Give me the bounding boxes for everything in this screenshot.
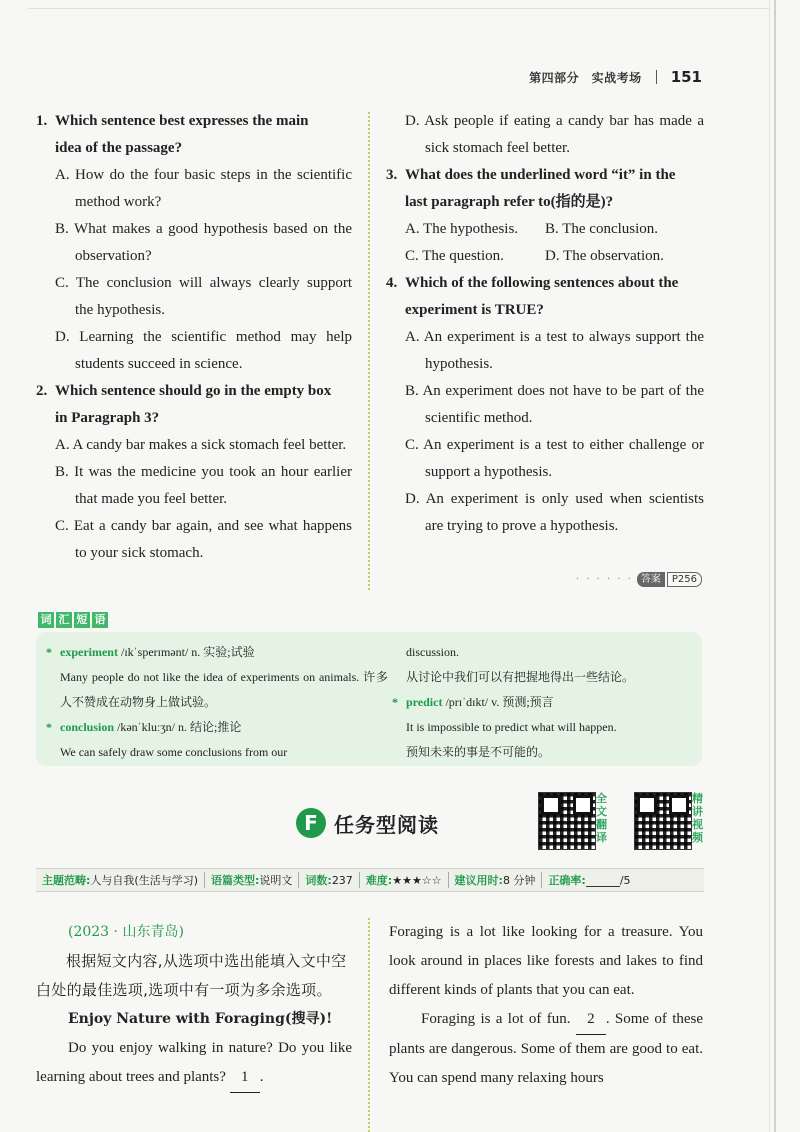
option-c[interactable]: C. An experiment is a test to either challenge or support a hypothesis.	[405, 437, 704, 480]
vocab-word: predict	[406, 695, 443, 709]
answer-page-ref: P256	[667, 572, 702, 587]
passage-paragraph-1: Do you enjoy walking in nature? Do you like learning about trees and plants? 1 .	[36, 1034, 352, 1093]
question-3	[386, 162, 704, 270]
vocab-example-chinese: 从讨论中我们可以有把握地得出一些结论。	[406, 670, 635, 684]
vocab-definition: /prɪˈdɪkt/ v. 预测;预言	[442, 695, 554, 709]
qr-code-video-icon[interactable]	[634, 792, 692, 850]
accuracy-blank	[586, 876, 620, 887]
reading-info-bar	[36, 868, 704, 892]
questions-left-column	[36, 108, 352, 567]
header-separator	[656, 70, 657, 84]
stem-line: Which sentence should go in the empty box	[55, 383, 332, 399]
question-stem	[386, 270, 704, 324]
option-d[interactable]: D. An experiment is only used when scientists are trying to prove a hypothesis.	[405, 491, 704, 534]
option-b[interactable]: B. What makes a good hypothesis based on the observation?	[55, 221, 352, 264]
stem-line: What does the underlined word “it” in the	[405, 167, 676, 183]
vocab-entry-predict	[392, 690, 704, 715]
stem-line: Which of the following sentences about the	[405, 275, 679, 291]
vocab-definition: /ɪkˈsperɪmənt/ n. 实验;试验	[117, 645, 255, 659]
section-title-text: 任务型阅读	[334, 812, 439, 837]
vocab-title-char: 语	[92, 612, 108, 628]
passage-right-column	[389, 918, 703, 1093]
info-accuracy[interactable]: 正确率: /5	[548, 874, 631, 887]
page-number: 151	[670, 68, 702, 86]
vocab-title-char: 汇	[56, 612, 72, 628]
question-4	[386, 270, 704, 540]
vocab-word: experiment	[60, 645, 118, 659]
option-a[interactable]: A. A candy bar makes a sick stomach feel better.	[55, 437, 347, 453]
section-letter-badge: F	[296, 808, 326, 838]
option-d[interactable]: D. The observation.	[545, 248, 664, 264]
vocab-left-column	[46, 640, 388, 765]
option-d[interactable]: D. Ask people if eating a candy bar has made a sick stomach feel better.	[405, 113, 704, 156]
info-topic: 主题范畴:人与自我(生活与学习)	[36, 872, 205, 888]
page-header	[529, 68, 702, 86]
question-stem	[386, 162, 704, 216]
question-1	[36, 108, 352, 378]
info-difficulty: 难度:★★★☆☆	[360, 872, 449, 888]
option-a[interactable]: A. The hypothesis.	[405, 221, 519, 237]
vocab-example	[58, 665, 388, 715]
info-word-count: 词数:237	[299, 872, 359, 888]
column-divider	[368, 918, 370, 1132]
option-c[interactable]: C. Eat a candy bar again, and see what happens to your sick stomach.	[55, 518, 352, 561]
example-english: Many people do not like the idea of experiments on animals.	[60, 670, 360, 684]
qr-code-translation-icon[interactable]	[538, 792, 596, 850]
answer-reference-tag[interactable]	[576, 572, 702, 587]
question-number: 2.	[36, 383, 48, 399]
question-2	[36, 378, 352, 567]
vocab-title-char: 词	[38, 612, 54, 628]
vocab-definition: /kənˈkluːʒn/ n. 结论;推论	[114, 720, 242, 734]
passage-instruction: 根据短文内容,从选项中选出能填入文中空白处的最佳选项,选项中有一项为多余选项。	[36, 952, 347, 999]
option-a[interactable]: A. An experiment is a test to always support the hypothesis.	[405, 329, 704, 372]
column-divider	[368, 112, 370, 590]
option-row	[386, 243, 704, 270]
star-icon: *	[46, 720, 52, 734]
section-title: 第四部分 实战考场	[529, 70, 642, 85]
questions-right-column	[386, 108, 704, 540]
option-b[interactable]: B. The conclusion.	[545, 221, 659, 237]
section-f-title	[296, 808, 439, 838]
vocab-example-cont: discussion.	[406, 645, 460, 659]
option-d[interactable]: D. Learning the scientific method may help students succeed in science.	[55, 329, 352, 372]
passage-paragraph-2: Foraging is a lot of fun. 2 . Some of these plants are dangerous. Some of them are good to eat. You can spend many relaxing hours	[389, 1005, 703, 1093]
info-suggested-time: 建议用时:8 分钟	[449, 872, 543, 888]
question-stem	[36, 378, 352, 432]
qr-label-video: 精 讲 视 频	[692, 792, 703, 844]
blank-2[interactable]: 2	[576, 1005, 606, 1035]
vocab-example-chinese: 预知未来的事是不可能的。	[406, 745, 551, 759]
option-c[interactable]: C. The question.	[405, 248, 504, 264]
vocab-word: conclusion	[60, 720, 115, 734]
option-a[interactable]: A. How do the four basic steps in the scientific method work?	[55, 167, 352, 210]
vocab-title-char: 短	[74, 612, 90, 628]
star-icon: *	[46, 645, 52, 659]
vocab-box	[36, 632, 702, 766]
stem-line: idea of the passage?	[55, 140, 183, 156]
vocab-entry-conclusion	[46, 715, 388, 740]
vocab-example: It is impossible to predict what will happen.	[406, 720, 617, 734]
qr-label-translation: 全 文 翻 译	[596, 792, 607, 844]
vocab-entry-experiment	[46, 640, 388, 665]
vocab-section-title	[38, 612, 108, 628]
stem-line: last paragraph refer to(指的是)?	[405, 194, 614, 210]
info-text-type: 语篇类型:说明文	[205, 872, 299, 888]
vocab-right-column	[392, 640, 704, 765]
stem-line: experiment is TRUE?	[405, 302, 544, 318]
stem-line: Which sentence best expresses the main	[55, 113, 309, 129]
passage-paragraph-1-cont: Foraging is a lot like looking for a treasure. You look around in places like forests and lakes to find different kinds of plants that you can eat.	[389, 924, 703, 998]
question-number: 1.	[36, 113, 48, 129]
passage-title: Enjoy Nature with Foraging(搜寻)!	[68, 1011, 333, 1027]
passage-left-column	[36, 918, 352, 1093]
vocab-example: We can safely draw some conclusions from our	[60, 745, 288, 759]
option-row	[386, 216, 704, 243]
option-c[interactable]: C. The conclusion will always clearly support the hypothesis.	[55, 275, 352, 318]
leader-dots: · · · · · ·	[575, 574, 633, 585]
passage-source: (2023 · 山东青岛)	[68, 924, 184, 940]
star-icon: *	[392, 695, 398, 709]
stem-line: in Paragraph 3?	[55, 410, 160, 426]
question-stem	[36, 108, 352, 162]
option-b[interactable]: B. An experiment does not have to be part of the scientific method.	[405, 383, 704, 426]
option-b[interactable]: B. It was the medicine you took an hour earlier that made you feel better.	[55, 464, 352, 507]
blank-1[interactable]: 1	[230, 1063, 260, 1093]
answer-label: 答案	[637, 572, 665, 587]
example-chinese: 许多人不赞成在动物身上做试验。	[60, 670, 388, 709]
question-number: 3.	[386, 167, 398, 183]
question-number: 4.	[386, 275, 398, 291]
